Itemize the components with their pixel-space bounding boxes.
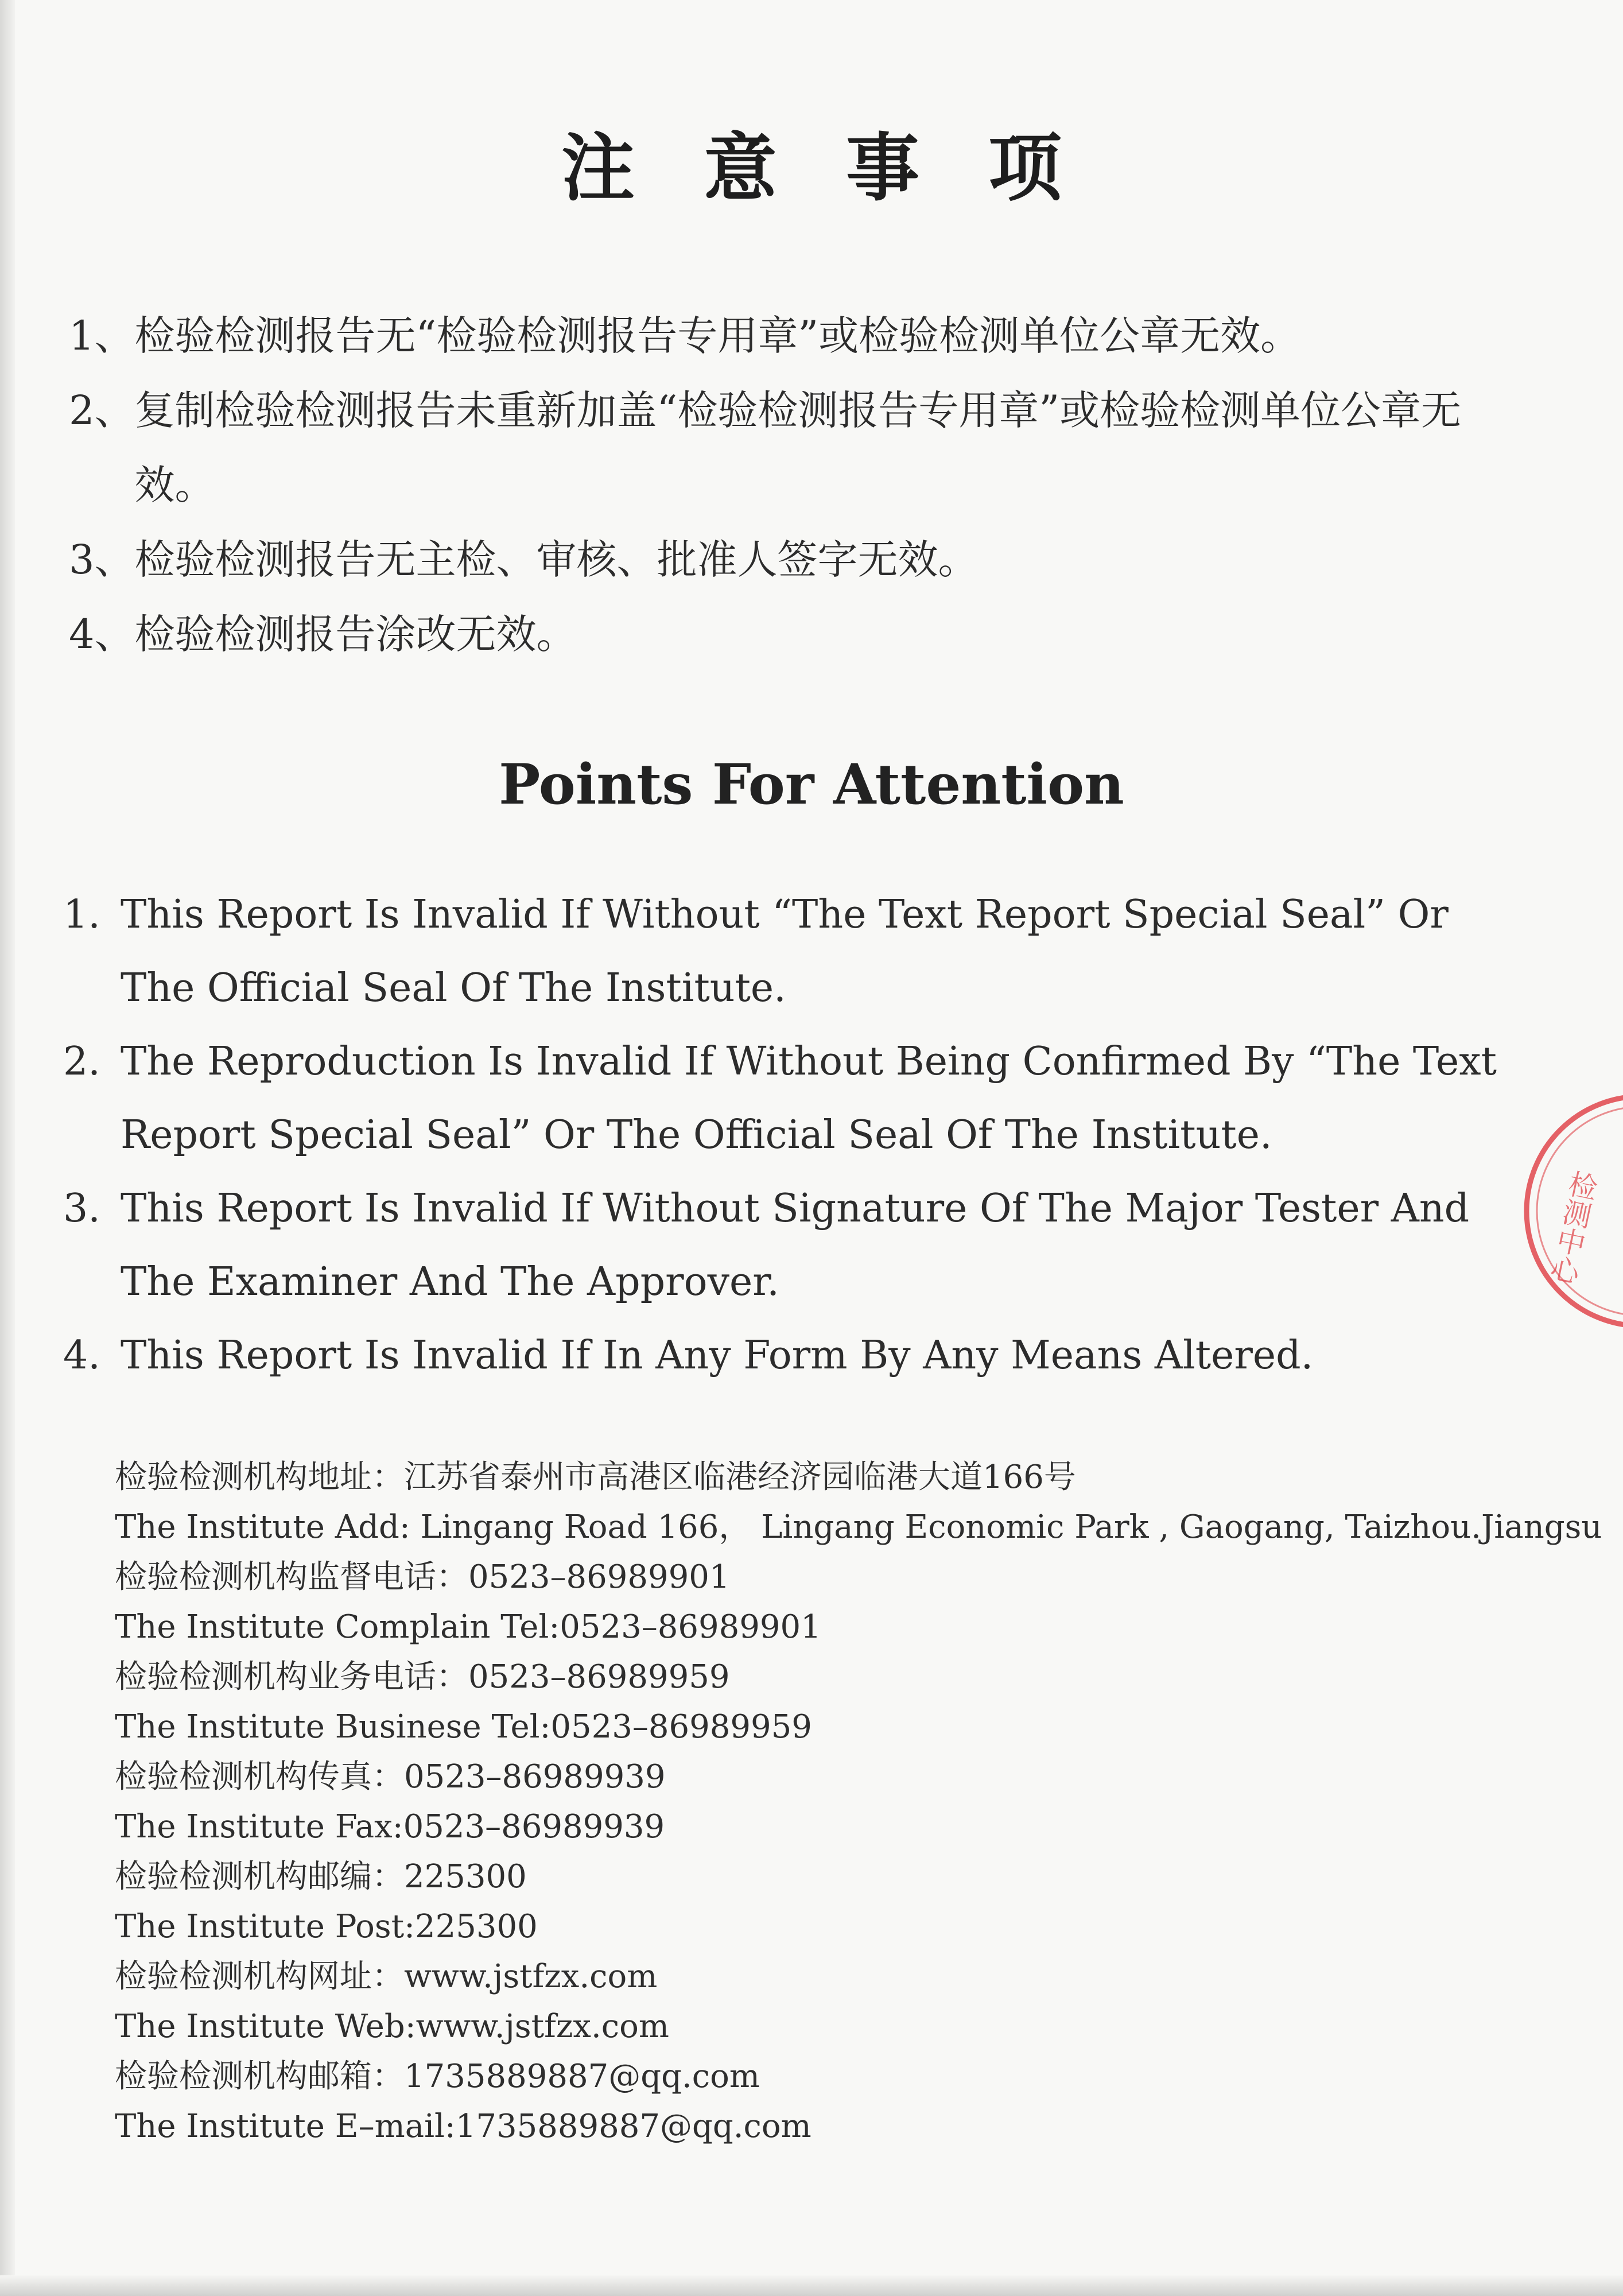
chinese-notice-item bbox=[69, 597, 1492, 672]
chinese-notice-text: 检验检测报告无“检验检测报告专用章”或检验检测单位公章无效。 bbox=[134, 312, 1301, 359]
chinese-notice-number: 1、 bbox=[69, 312, 135, 359]
english-notice-number: 1. bbox=[63, 892, 100, 937]
chinese-notice-number: 4、 bbox=[69, 611, 135, 658]
complain-tel-cn: 检验检测机构监督电话：0523–86989901 bbox=[115, 1558, 730, 1596]
address-en: The Institute Add: Lingang Road 166， Lingang Economic Park , Gaogang, Taizhou.Jiangsu bbox=[115, 1508, 1602, 1546]
business-tel-cn: 检验检测机构业务电话：0523–86989959 bbox=[115, 1658, 730, 1696]
english-notice-item bbox=[63, 878, 1498, 1025]
english-notice-number: 4. bbox=[63, 1333, 100, 1378]
english-notice-item bbox=[63, 1025, 1498, 1172]
svg-text:检测中心: 检测中心 bbox=[1544, 1167, 1601, 1287]
chinese-notice-text: 复制检验检测报告未重新加盖“检验检测报告专用章”或检验检测单位公章无效。 bbox=[134, 387, 1462, 509]
institute-contact-block bbox=[115, 1452, 1602, 2151]
business-tel-en: The Institute Businese Tel:0523–86989959 bbox=[115, 1708, 812, 1746]
website-en: The Institute Web:www.jstfzx.com bbox=[115, 2008, 669, 2045]
chinese-notice-item bbox=[69, 373, 1492, 522]
page-bottom-edge-shadow bbox=[0, 2275, 1623, 2296]
english-notice-list bbox=[63, 878, 1498, 1393]
chinese-notice-text: 检验检测报告涂改无效。 bbox=[134, 611, 577, 658]
email-en: The Institute E–mail:1735889887@qq.com bbox=[115, 2108, 812, 2145]
chinese-notice-list bbox=[69, 298, 1492, 672]
chinese-notice-item bbox=[69, 298, 1492, 373]
chinese-notice-number: 2、 bbox=[69, 387, 135, 434]
complain-tel-en: The Institute Complain Tel:0523–86989901 bbox=[115, 1608, 821, 1646]
fax-en: The Institute Fax:0523–86989939 bbox=[115, 1808, 665, 1845]
english-notice-item bbox=[63, 1319, 1498, 1393]
chinese-notice-item bbox=[69, 522, 1492, 597]
english-notice-text: This Report Is Invalid If Without Signature Of The Major Tester And The Examiner And The Approver. bbox=[121, 1186, 1470, 1305]
english-notice-text: The Reproduction Is Invalid If Without Being Confirmed By “The Text Report Special Seal” Or The Official Seal Of The Institute. bbox=[121, 1039, 1497, 1158]
postcode-en: The Institute Post:225300 bbox=[115, 1908, 538, 1945]
chinese-notice-text: 检验检测报告无主检、审核、批准人签字无效。 bbox=[134, 536, 979, 583]
website-cn: 检验检测机构网址：www.jstfzx.com bbox=[115, 1958, 658, 1995]
english-notice-number: 2. bbox=[63, 1039, 100, 1084]
english-notice-number: 3. bbox=[63, 1186, 100, 1231]
english-notice-text: This Report Is Invalid If Without “The Text Report Special Seal” Or The Official Seal Of The Institute. bbox=[121, 892, 1449, 1011]
english-notice-item bbox=[63, 1172, 1498, 1319]
fax-cn: 检验检测机构传真：0523–86989939 bbox=[115, 1758, 666, 1795]
postcode-cn: 检验检测机构邮编：225300 bbox=[115, 1858, 527, 1895]
chinese-title: 注意事项 bbox=[561, 126, 1131, 211]
seal-icon bbox=[1504, 1079, 1623, 1343]
address-cn: 检验检测机构地址：江苏省泰州市高港区临港经济园临港大道166号 bbox=[115, 1459, 1076, 1496]
page-left-edge-shadow bbox=[0, 0, 15, 2296]
chinese-notice-number: 3、 bbox=[69, 536, 135, 583]
red-seal-stamp bbox=[1504, 1079, 1623, 1343]
english-notice-text: This Report Is Invalid If In Any Form By Any Means Altered. bbox=[121, 1333, 1314, 1378]
email-cn: 检验检测机构邮箱：1735889887@qq.com bbox=[115, 2058, 760, 2095]
english-title: Points For Attention bbox=[499, 752, 1124, 817]
